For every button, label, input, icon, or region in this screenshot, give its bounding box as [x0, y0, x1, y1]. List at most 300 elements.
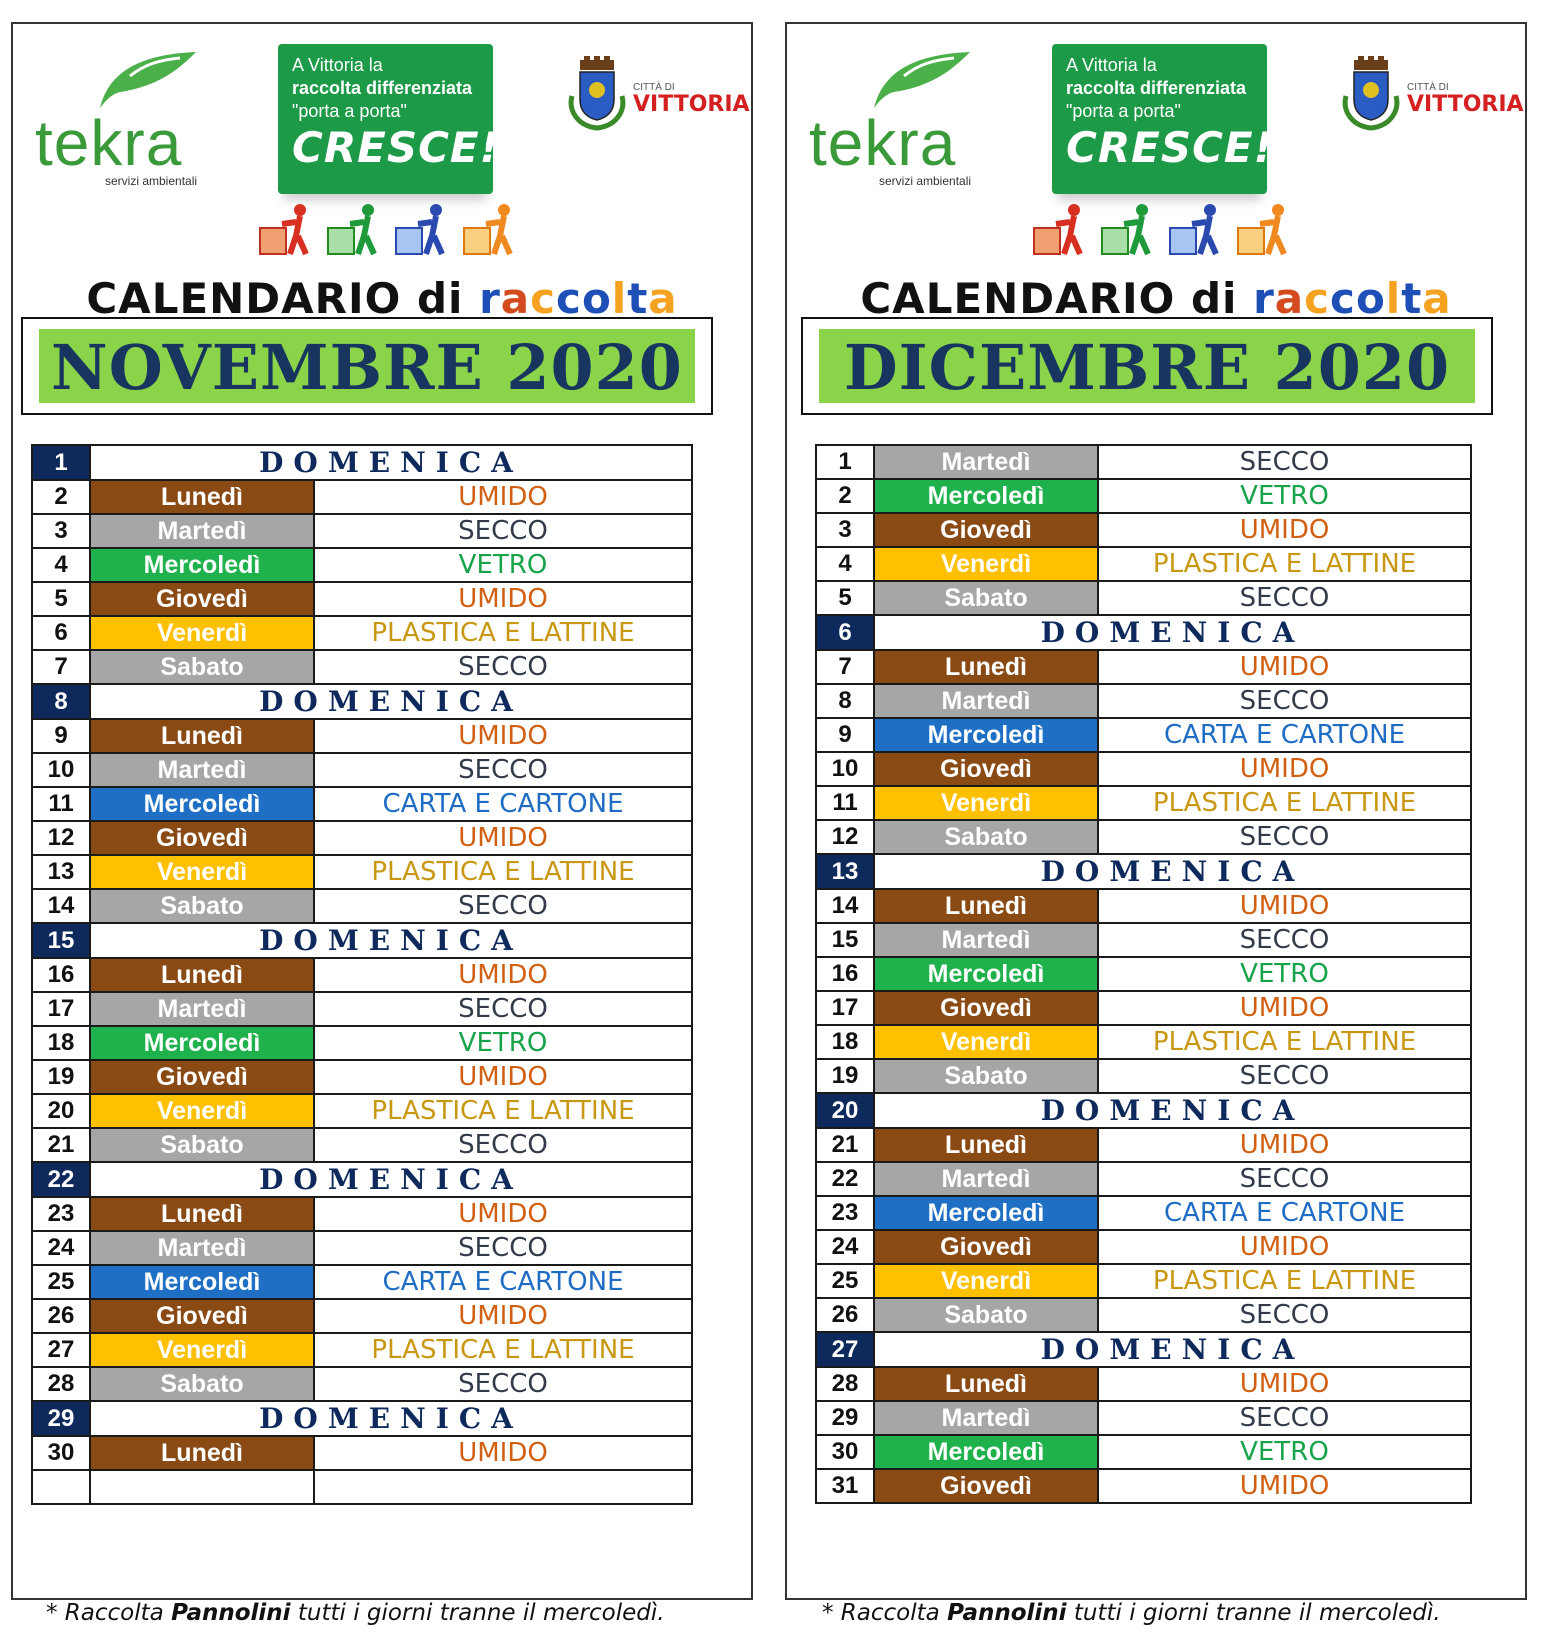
day-number: 15	[816, 923, 874, 957]
weekday: Martedì	[874, 445, 1098, 479]
campaign-banner	[278, 44, 500, 194]
weekday: Mercoledì	[874, 1435, 1098, 1469]
day-number: 29	[32, 1401, 90, 1436]
table-row	[32, 821, 692, 855]
weekday: Sabato	[90, 1128, 314, 1162]
table-row	[816, 786, 1471, 820]
day-number: 26	[816, 1298, 874, 1332]
title-calendario: CALENDARIO	[860, 274, 1176, 323]
waste-type: UMIDO	[1098, 1469, 1471, 1503]
title-di: di	[1190, 274, 1238, 323]
calendar-table	[815, 444, 1472, 1504]
table-row	[32, 992, 692, 1026]
table-row	[816, 1469, 1471, 1503]
day-number: 24	[32, 1231, 90, 1265]
brand-name: tekra	[809, 107, 957, 179]
brand-tagline: servizi ambientali	[105, 174, 198, 188]
day-number: 1	[816, 445, 874, 479]
title-letter: t	[1401, 274, 1423, 323]
table-row	[816, 547, 1471, 581]
day-number: 17	[816, 991, 874, 1025]
waste-type: UMIDO	[1098, 752, 1471, 786]
day-number: 1	[32, 445, 90, 480]
title-calendario: CALENDARIO	[86, 274, 402, 323]
weekday: Lunedì	[874, 650, 1098, 684]
day-number: 28	[32, 1367, 90, 1401]
tekra-logo	[35, 46, 210, 196]
table-row	[816, 445, 1471, 479]
waste-type: SECCO	[314, 1231, 692, 1265]
day-number: 13	[816, 854, 874, 889]
day-number: 2	[32, 480, 90, 514]
table-row	[32, 787, 692, 821]
day-number: 15	[32, 923, 90, 958]
weekday: Lunedì	[874, 1367, 1098, 1401]
day-number: 16	[816, 957, 874, 991]
waste-type: CARTA E CARTONE	[1098, 718, 1471, 752]
city-crest-icon	[566, 56, 628, 131]
day-number: 22	[32, 1162, 90, 1197]
table-row	[816, 1128, 1471, 1162]
footnote-bold: Pannolini	[947, 1600, 1067, 1626]
waste-type: SECCO	[314, 514, 692, 548]
table-row	[816, 854, 1471, 889]
weekday	[90, 1470, 314, 1504]
table-row	[32, 548, 692, 582]
weekday: Giovedì	[90, 821, 314, 855]
waste-type: VETRO	[314, 548, 692, 582]
table-row	[816, 923, 1471, 957]
table-row	[816, 889, 1471, 923]
calendar-title	[787, 274, 1525, 323]
table-row	[816, 513, 1471, 547]
waste-type: UMIDO	[1098, 991, 1471, 1025]
weekday: Martedì	[90, 1231, 314, 1265]
day-number: 9	[816, 718, 874, 752]
waste-type: PLASTICA E LATTINE	[314, 1333, 692, 1367]
table-row	[32, 1265, 692, 1299]
footnote-pre: * Raccolta	[822, 1600, 948, 1626]
weekday: Martedì	[874, 923, 1098, 957]
waste-type: SECCO	[1098, 1401, 1471, 1435]
table-row	[816, 615, 1471, 650]
waste-type: SECCO	[314, 753, 692, 787]
day-number: 29	[816, 1401, 874, 1435]
table-row	[32, 1060, 692, 1094]
weekday: Mercoledì	[90, 548, 314, 582]
waste-type: VETRO	[1098, 957, 1471, 991]
weekday: Mercoledì	[90, 1026, 314, 1060]
weekday: Sabato	[874, 581, 1098, 615]
banner-line-1: A Vittoria la	[1066, 55, 1157, 75]
day-number: 8	[816, 684, 874, 718]
table-row	[32, 855, 692, 889]
waste-type: UMIDO	[314, 821, 692, 855]
brand-name: tekra	[35, 107, 183, 179]
waste-type: PLASTICA E LATTINE	[1098, 547, 1471, 581]
weekday: Giovedì	[874, 752, 1098, 786]
table-row	[816, 1332, 1471, 1367]
day-number: 28	[816, 1367, 874, 1401]
waste-type: SECCO	[314, 650, 692, 684]
waste-type: VETRO	[1098, 479, 1471, 513]
waste-type: PLASTICA E LATTINE	[314, 855, 692, 889]
title-letter: a	[1422, 274, 1452, 323]
weekday: Lunedì	[90, 1436, 314, 1470]
footnote	[46, 1600, 665, 1626]
panel-dicembre	[785, 22, 1527, 1600]
day-number: 23	[32, 1197, 90, 1231]
waste-type: SECCO	[1098, 445, 1471, 479]
weekday: Lunedì	[874, 889, 1098, 923]
day-number: 22	[816, 1162, 874, 1196]
day-number: 2	[816, 479, 874, 513]
title-letter: a	[1274, 274, 1305, 323]
table-row	[32, 1197, 692, 1231]
table-row	[816, 718, 1471, 752]
waste-type: UMIDO	[314, 480, 692, 514]
waste-type: SECCO	[314, 992, 692, 1026]
weekday: Mercoledì	[874, 479, 1098, 513]
sunday-label: DOMENICA	[874, 1332, 1471, 1367]
weekday: Giovedì	[90, 582, 314, 616]
table-row	[32, 445, 692, 480]
footnote-pre: * Raccolta	[46, 1600, 172, 1626]
waste-type: VETRO	[1098, 1435, 1471, 1469]
table-row	[816, 1435, 1471, 1469]
waste-type: UMIDO	[314, 1197, 692, 1231]
table-row	[816, 820, 1471, 854]
footnote-post: tutti i giorni tranne il mercoledì.	[290, 1600, 665, 1626]
weekday: Giovedì	[874, 513, 1098, 547]
day-number: 3	[816, 513, 874, 547]
weekday: Martedì	[874, 1162, 1098, 1196]
month-title: DICEMBRE 2020	[843, 331, 1451, 404]
weekday: Sabato	[90, 1367, 314, 1401]
title-letter: c	[1330, 274, 1356, 323]
day-number: 14	[32, 889, 90, 923]
weekday: Giovedì	[90, 1060, 314, 1094]
day-number: 24	[816, 1230, 874, 1264]
weekday: Martedì	[90, 992, 314, 1026]
month-box	[801, 317, 1493, 415]
table-row	[32, 1436, 692, 1470]
table-row	[816, 1196, 1471, 1230]
table-row	[32, 1231, 692, 1265]
table-row	[816, 1162, 1471, 1196]
month-box	[21, 317, 713, 415]
table-row	[32, 650, 692, 684]
day-number: 6	[816, 615, 874, 650]
calendar-title	[13, 274, 751, 323]
day-number: 6	[32, 616, 90, 650]
weekday: Martedì	[874, 1401, 1098, 1435]
day-number: 8	[32, 684, 90, 719]
waste-type: VETRO	[314, 1026, 692, 1060]
waste-type: PLASTICA E LATTINE	[314, 1094, 692, 1128]
waste-type: SECCO	[314, 1367, 692, 1401]
waste-type: CARTA E CARTONE	[1098, 1196, 1471, 1230]
banner-line-2: raccolta differenziata	[1066, 78, 1247, 98]
table-row	[32, 1470, 692, 1504]
banner-line-3: "porta a porta"	[292, 101, 407, 121]
day-number: 21	[32, 1128, 90, 1162]
city-name: VITTORIA	[1407, 92, 1524, 117]
day-number: 26	[32, 1299, 90, 1333]
waste-type: SECCO	[1098, 820, 1471, 854]
table-row	[816, 991, 1471, 1025]
weekday: Sabato	[874, 1059, 1098, 1093]
weekday: Venerdì	[874, 547, 1098, 581]
weekday: Venerdì	[874, 1025, 1098, 1059]
table-row	[32, 480, 692, 514]
weekday: Giovedì	[90, 1299, 314, 1333]
calendar-table	[31, 444, 693, 1505]
table-row	[32, 684, 692, 719]
waste-type: SECCO	[1098, 923, 1471, 957]
day-number: 27	[816, 1332, 874, 1367]
title-letter: c	[556, 274, 582, 323]
waste-type: UMIDO	[314, 958, 692, 992]
waste-type: PLASTICA E LATTINE	[314, 616, 692, 650]
waste-type: UMIDO	[1098, 1230, 1471, 1264]
month-band	[819, 329, 1475, 403]
weekday: Sabato	[874, 820, 1098, 854]
day-number: 19	[32, 1060, 90, 1094]
recycling-bins-icon	[258, 202, 528, 258]
banner-line-2: raccolta differenziata	[292, 78, 473, 98]
sunday-label: DOMENICA	[90, 1401, 692, 1436]
weekday: Venerdì	[90, 1094, 314, 1128]
city-logo	[1407, 82, 1524, 117]
city-prefix: CITTÀ DI	[633, 82, 675, 93]
table-row	[32, 582, 692, 616]
table-row	[32, 889, 692, 923]
weekday: Lunedì	[90, 480, 314, 514]
sunday-label: DOMENICA	[90, 684, 692, 719]
title-letter: t	[627, 274, 649, 323]
weekday: Giovedì	[874, 1230, 1098, 1264]
city-crest-icon	[1340, 56, 1402, 131]
waste-type: UMIDO	[1098, 513, 1471, 547]
waste-type: UMIDO	[1098, 650, 1471, 684]
waste-type: PLASTICA E LATTINE	[1098, 1264, 1471, 1298]
sunday-label: DOMENICA	[90, 445, 692, 480]
day-number: 17	[32, 992, 90, 1026]
city-logo	[633, 82, 750, 117]
day-number: 7	[816, 650, 874, 684]
table-row	[32, 514, 692, 548]
footnote	[822, 1600, 1441, 1626]
table-row	[32, 1026, 692, 1060]
table-row	[816, 1093, 1471, 1128]
title-letter: a	[648, 274, 678, 323]
waste-type: UMIDO	[1098, 1128, 1471, 1162]
weekday: Lunedì	[90, 958, 314, 992]
banner-headline: CRESCE!	[292, 123, 500, 172]
waste-type	[314, 1470, 692, 1504]
weekday: Venerdì	[90, 616, 314, 650]
day-number: 4	[32, 548, 90, 582]
table-row	[816, 581, 1471, 615]
weekday: Martedì	[90, 514, 314, 548]
table-row	[32, 958, 692, 992]
waste-type: SECCO	[1098, 684, 1471, 718]
table-row	[32, 1333, 692, 1367]
campaign-banner	[1052, 44, 1274, 194]
title-letter: o	[1355, 274, 1386, 323]
weekday: Sabato	[90, 889, 314, 923]
weekday: Sabato	[874, 1298, 1098, 1332]
weekday: Giovedì	[874, 1469, 1098, 1503]
sunday-label: DOMENICA	[90, 1162, 692, 1197]
brand-tagline: servizi ambientali	[879, 174, 972, 188]
waste-type: UMIDO	[1098, 889, 1471, 923]
waste-type: SECCO	[1098, 1162, 1471, 1196]
day-number: 10	[816, 752, 874, 786]
day-number: 11	[32, 787, 90, 821]
day-number: 23	[816, 1196, 874, 1230]
title-letter: a	[500, 274, 531, 323]
weekday: Venerdì	[90, 1333, 314, 1367]
footnote-post: tutti i giorni tranne il mercoledì.	[1066, 1600, 1441, 1626]
table-row	[32, 616, 692, 650]
day-number: 14	[816, 889, 874, 923]
table-row	[816, 752, 1471, 786]
day-number: 13	[32, 855, 90, 889]
weekday: Lunedì	[90, 1197, 314, 1231]
sunday-label: DOMENICA	[874, 615, 1471, 650]
title-raccolta	[1253, 274, 1452, 323]
title-raccolta	[479, 274, 678, 323]
day-number: 16	[32, 958, 90, 992]
waste-type: PLASTICA E LATTINE	[1098, 1025, 1471, 1059]
weekday: Giovedì	[874, 991, 1098, 1025]
weekday: Sabato	[90, 650, 314, 684]
header	[787, 24, 1525, 323]
weekday: Mercoledì	[90, 1265, 314, 1299]
day-number	[32, 1470, 90, 1504]
table-row	[32, 1128, 692, 1162]
sunday-label: DOMENICA	[90, 923, 692, 958]
title-letter: c	[1304, 274, 1331, 323]
title-letter: c	[530, 274, 557, 323]
weekday: Mercoledì	[874, 1196, 1098, 1230]
month-title: NOVEMBRE 2020	[51, 331, 683, 404]
day-number: 9	[32, 719, 90, 753]
day-number: 5	[816, 581, 874, 615]
waste-type: SECCO	[314, 1128, 692, 1162]
banner-line-1: A Vittoria la	[292, 55, 383, 75]
table-row	[32, 719, 692, 753]
table-row	[816, 957, 1471, 991]
day-number: 4	[816, 547, 874, 581]
weekday: Mercoledì	[874, 957, 1098, 991]
table-row	[816, 1401, 1471, 1435]
day-number: 25	[32, 1265, 90, 1299]
weekday: Mercoledì	[90, 787, 314, 821]
waste-type: UMIDO	[314, 582, 692, 616]
weekday: Lunedì	[90, 719, 314, 753]
waste-type: SECCO	[314, 889, 692, 923]
table-row	[32, 1401, 692, 1436]
waste-type: CARTA E CARTONE	[314, 1265, 692, 1299]
weekday: Venerdì	[874, 786, 1098, 820]
day-number: 11	[816, 786, 874, 820]
day-number: 25	[816, 1264, 874, 1298]
day-number: 12	[32, 821, 90, 855]
waste-type: PLASTICA E LATTINE	[1098, 786, 1471, 820]
day-number: 18	[816, 1025, 874, 1059]
day-number: 30	[32, 1436, 90, 1470]
recycling-bins-icon	[1032, 202, 1302, 258]
waste-type: UMIDO	[314, 719, 692, 753]
weekday: Venerdì	[90, 855, 314, 889]
table-row	[816, 1367, 1471, 1401]
table-row	[816, 1059, 1471, 1093]
city-prefix: CITTÀ DI	[1407, 82, 1449, 93]
sunday-label: DOMENICA	[874, 1093, 1471, 1128]
table-row	[816, 650, 1471, 684]
table-row	[816, 684, 1471, 718]
waste-type: UMIDO	[314, 1299, 692, 1333]
weekday: Venerdì	[874, 1264, 1098, 1298]
day-number: 12	[816, 820, 874, 854]
day-number: 27	[32, 1333, 90, 1367]
table-row	[816, 1025, 1471, 1059]
waste-type: UMIDO	[314, 1436, 692, 1470]
table-row	[32, 1094, 692, 1128]
waste-type: SECCO	[1098, 1059, 1471, 1093]
table-row	[816, 1230, 1471, 1264]
footnote-bold: Pannolini	[171, 1600, 291, 1626]
day-number: 31	[816, 1469, 874, 1503]
day-number: 10	[32, 753, 90, 787]
table-row	[816, 1264, 1471, 1298]
weekday: Martedì	[90, 753, 314, 787]
table-row	[816, 1298, 1471, 1332]
weekday: Mercoledì	[874, 718, 1098, 752]
banner-headline: CRESCE!	[1066, 123, 1274, 172]
table-row	[32, 1162, 692, 1197]
table-row	[32, 1367, 692, 1401]
table-row	[32, 923, 692, 958]
day-number: 3	[32, 514, 90, 548]
tekra-logo	[809, 46, 984, 196]
weekday: Lunedì	[874, 1128, 1098, 1162]
title-letter: r	[479, 274, 501, 323]
title-letter: o	[581, 274, 612, 323]
waste-type: SECCO	[1098, 1298, 1471, 1332]
day-number: 5	[32, 582, 90, 616]
month-band	[39, 329, 695, 403]
table-row	[32, 753, 692, 787]
waste-type: CARTA E CARTONE	[314, 787, 692, 821]
weekday: Martedì	[874, 684, 1098, 718]
day-number: 20	[32, 1094, 90, 1128]
title-di: di	[416, 274, 464, 323]
waste-type: UMIDO	[1098, 1367, 1471, 1401]
day-number: 19	[816, 1059, 874, 1093]
sunday-label: DOMENICA	[874, 854, 1471, 889]
day-number: 30	[816, 1435, 874, 1469]
title-letter: l	[1385, 274, 1402, 323]
panel-novembre	[11, 22, 753, 1600]
waste-type: SECCO	[1098, 581, 1471, 615]
table-row	[816, 479, 1471, 513]
day-number: 18	[32, 1026, 90, 1060]
waste-type: UMIDO	[314, 1060, 692, 1094]
